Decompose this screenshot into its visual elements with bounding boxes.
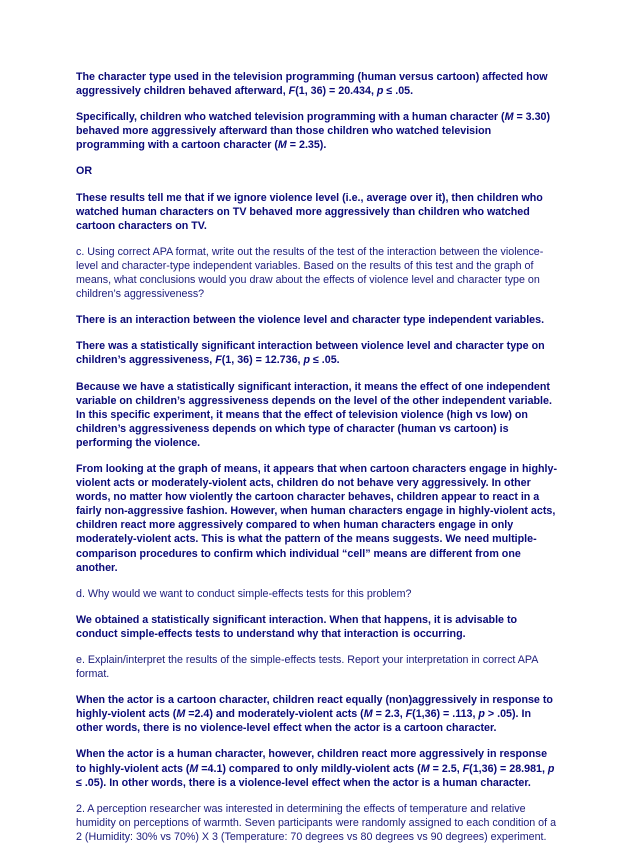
text-run: M	[504, 111, 514, 124]
text-run: c. Using correct APA format, write out the results of the test of the interaction between the violence-level and character-type independent variables. Based on the results of this test and the graph of means, what conclusions would you draw about the effects of violence level and character type on children’s aggressiveness?	[76, 245, 544, 301]
text-run: We obtained a statistically significant interaction. When that happens, it is advisable to conduct simple-effects tests to understand why that interaction is occurring.	[76, 613, 518, 640]
text-run: M	[189, 762, 199, 775]
text-run: When the actor is a cartoon character, children react equally (non)aggressively in response to highly-violent acts (	[76, 694, 553, 721]
answer-paragraph	[76, 70, 560, 98]
text-run: = 2.5,	[429, 762, 463, 775]
text-run: F	[288, 85, 296, 98]
text-run: M	[277, 139, 287, 152]
text-run: When the actor is a human character, however, children react more aggressively in response to highly-violent acts (	[76, 748, 548, 775]
text-run: d. Why would we want to conduct simple-effects tests for this problem?	[76, 587, 412, 600]
text-run: p	[547, 762, 555, 775]
answer-paragraph	[76, 313, 560, 327]
text-run: (1,36) = .113,	[412, 708, 479, 721]
text-run: M	[363, 708, 373, 721]
text-run: p	[303, 354, 310, 367]
text-run: Because we have a statistically significant interaction, it means the effect of one independent variable on children’s aggressiveness depends on the level of the other independent variable. In this specific experiment, it means that the effect of television violence (high vs low) on children’s aggressiveness depends on which type of character (human vs cartoon) is performing the violence.	[76, 380, 552, 449]
text-run: Specifically, children who watched television programming with a human character (	[76, 111, 505, 124]
text-run: p	[478, 708, 485, 721]
text-run: These results tell me that if we ignore violence level (i.e., average over it), then children who watched human characters on TV behaved more aggressively than children who watched cartoon characters on TV.	[76, 191, 543, 232]
text-run: There was a statistically significant interaction between violence level and character type on children’s aggressiveness,	[76, 340, 545, 367]
text-run: 2. A perception researcher was interested in determining the effects of temperature and relative humidity on perceptions of warmth. Seven participants were randomly assigned to each condition of a 2 (Humidity: 30% vs 70%) X 3 (Temperature: 70 degrees vs 80 degrees vs 90 degrees) experiment.	[76, 802, 557, 843]
text-run: = 3.30) behaved more aggressively afterward than those children who watched television programming with a cartoon character (	[76, 111, 551, 152]
text-run: ≤ .05.	[309, 354, 340, 367]
text-run: =2.4) and moderately-violent acts (	[185, 708, 364, 721]
question-paragraph	[76, 802, 560, 844]
answer-paragraph	[76, 110, 560, 152]
question-paragraph	[76, 587, 560, 601]
text-run: = 2.3,	[372, 708, 406, 721]
text-run: There is an interaction between the violence level and character type independent variables.	[76, 314, 545, 327]
text-run: (1, 36) = 12.736,	[221, 354, 304, 367]
text-run: p	[376, 85, 384, 98]
text-run: F	[405, 708, 413, 721]
text-run: > .05). In other words, there is no violence-level effect when the actor is a cartoon character.	[76, 708, 531, 735]
text-run: The character type used in the television programming (human versus cartoon) affected how aggressively children behaved afterward,	[76, 71, 548, 98]
text-run: OR	[76, 165, 93, 178]
answer-paragraph	[76, 339, 560, 367]
text-run: =4.1) compared to only mildly-violent acts (	[198, 762, 421, 775]
answer-paragraph	[76, 613, 560, 641]
text-run: ≤ .05). In other words, there is a violence-level effect when the actor is a human character.	[76, 776, 531, 789]
answer-paragraph	[76, 747, 560, 789]
text-run: M	[420, 762, 430, 775]
answer-paragraph	[76, 462, 560, 575]
question-paragraph	[76, 653, 560, 681]
text-run: ≤ .05.	[383, 85, 414, 98]
question-paragraph	[76, 245, 560, 301]
text-run: e. Explain/interpret the results of the simple-effects tests. Report your interpretation in correct APA format.	[76, 654, 538, 681]
answer-paragraph	[76, 380, 560, 450]
text-run: From looking at the graph of means, it appears that when cartoon characters engage in highly-violent acts or moderately-violent acts, children do not behave very aggressively. In other words, no matter how violently the cartoon character behaves, children appear to react in a fairly non-aggressive fashion. However, when human characters engage in highly-violent acts, children react more aggressively compared to when human characters engage in only moderately-violent acts. This is what the pattern of the means suggests. We need multiple-comparison procedures to confirm which individual “cell” means are different from one another.	[76, 462, 558, 574]
text-run: M	[176, 708, 186, 721]
text-run: (1, 36) = 20.434,	[295, 85, 377, 98]
document-page	[76, 70, 560, 856]
answer-paragraph	[76, 693, 560, 735]
answer-paragraph	[76, 191, 560, 233]
text-run: F	[215, 354, 222, 367]
text-run: = 2.35).	[286, 139, 327, 152]
text-run: (1,36) = 28.981,	[469, 762, 548, 775]
text-run: F	[462, 762, 470, 775]
answer-paragraph	[76, 164, 560, 178]
